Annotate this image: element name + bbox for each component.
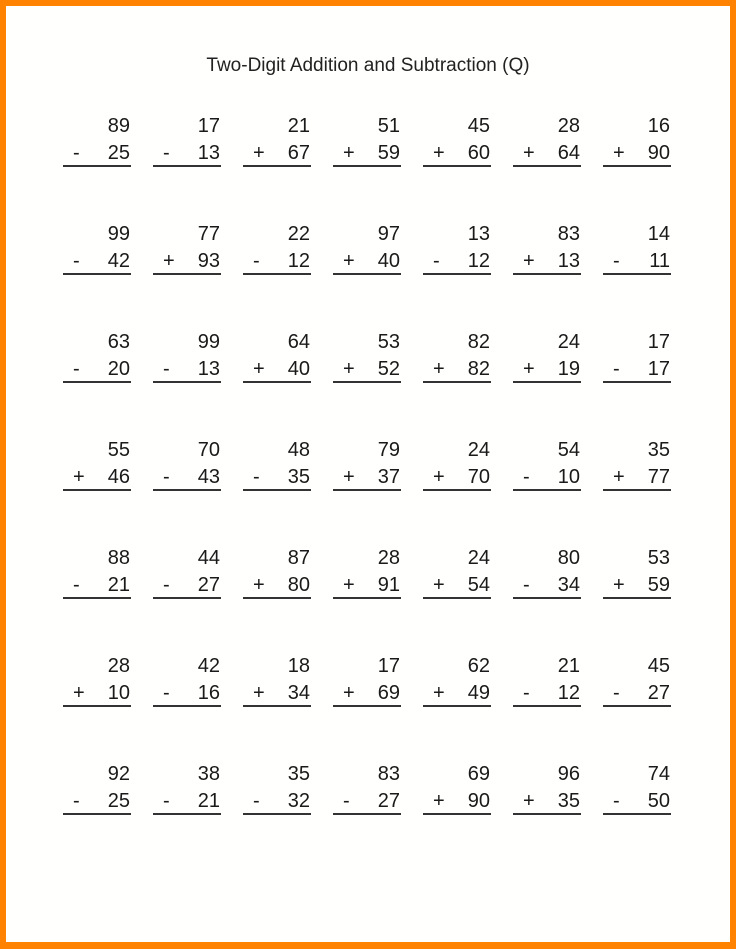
top-operand: 45	[467, 115, 490, 137]
answer-line	[513, 165, 581, 167]
operator-sign: +	[343, 142, 355, 164]
problem	[333, 330, 401, 386]
operator-sign: -	[163, 358, 170, 380]
top-operand: 53	[647, 547, 670, 569]
answer-line	[603, 705, 671, 707]
answer-line	[423, 813, 491, 815]
problem	[603, 330, 671, 386]
bottom-operand: 77	[647, 466, 670, 488]
operator-sign: -	[163, 682, 170, 704]
bottom-operand: 25	[107, 142, 130, 164]
top-operand: 82	[467, 331, 490, 353]
bottom-operand: 32	[287, 790, 310, 812]
top-operand: 44	[197, 547, 220, 569]
bottom-operand: 21	[107, 574, 130, 596]
bottom-operand: 64	[557, 142, 580, 164]
operator-sign: +	[523, 790, 535, 812]
operator-sign: +	[343, 682, 355, 704]
operator-sign: -	[163, 574, 170, 596]
problem	[63, 330, 131, 386]
answer-line	[333, 381, 401, 383]
top-operand: 17	[377, 655, 400, 677]
problem	[153, 438, 221, 494]
problem	[513, 222, 581, 278]
bottom-operand: 49	[467, 682, 490, 704]
problem	[153, 222, 221, 278]
operator-sign: +	[523, 250, 535, 272]
answer-line	[603, 489, 671, 491]
problem	[423, 114, 491, 170]
operator-sign: -	[163, 466, 170, 488]
problem	[333, 222, 401, 278]
operator-sign: -	[523, 466, 530, 488]
bottom-operand: 21	[197, 790, 220, 812]
bottom-operand: 70	[467, 466, 490, 488]
operator-sign: -	[613, 682, 620, 704]
bottom-operand: 13	[557, 250, 580, 272]
bottom-operand: 25	[107, 790, 130, 812]
answer-line	[153, 489, 221, 491]
bottom-operand: 91	[377, 574, 400, 596]
problem	[243, 114, 311, 170]
problem	[423, 654, 491, 710]
operator-sign: -	[253, 250, 260, 272]
problem	[603, 546, 671, 602]
problem	[423, 330, 491, 386]
problem	[243, 654, 311, 710]
top-operand: 80	[557, 547, 580, 569]
answer-line	[153, 273, 221, 275]
answer-line	[153, 813, 221, 815]
bottom-operand: 34	[557, 574, 580, 596]
problem	[153, 654, 221, 710]
problem	[63, 546, 131, 602]
bottom-operand: 13	[197, 142, 220, 164]
bottom-operand: 67	[287, 142, 310, 164]
answer-line	[243, 705, 311, 707]
problem	[63, 762, 131, 818]
bottom-operand: 69	[377, 682, 400, 704]
page-title: Two-Digit Addition and Subtraction (Q)	[206, 55, 530, 76]
operator-sign: +	[343, 574, 355, 596]
bottom-operand: 93	[197, 250, 220, 272]
problem	[603, 654, 671, 710]
problem	[423, 438, 491, 494]
bottom-operand: 52	[377, 358, 400, 380]
top-operand: 35	[287, 763, 310, 785]
operator-sign: +	[613, 466, 625, 488]
operator-sign: -	[163, 142, 170, 164]
bottom-operand: 35	[557, 790, 580, 812]
top-operand: 64	[287, 331, 310, 353]
top-operand: 51	[377, 115, 400, 137]
top-operand: 69	[467, 763, 490, 785]
operator-sign: -	[433, 250, 440, 272]
operator-sign: -	[613, 250, 620, 272]
top-operand: 97	[377, 223, 400, 245]
problem	[603, 222, 671, 278]
answer-line	[153, 597, 221, 599]
top-operand: 21	[557, 655, 580, 677]
top-operand: 35	[647, 439, 670, 461]
answer-line	[63, 165, 131, 167]
bottom-operand: 27	[197, 574, 220, 596]
bottom-operand: 59	[377, 142, 400, 164]
answer-line	[513, 813, 581, 815]
answer-line	[153, 705, 221, 707]
top-operand: 28	[377, 547, 400, 569]
operator-sign: -	[253, 466, 260, 488]
problem	[153, 546, 221, 602]
top-operand: 99	[107, 223, 130, 245]
bottom-operand: 19	[557, 358, 580, 380]
bottom-operand: 90	[647, 142, 670, 164]
answer-line	[603, 381, 671, 383]
problem	[333, 438, 401, 494]
problem	[333, 546, 401, 602]
answer-line	[513, 489, 581, 491]
problem	[243, 222, 311, 278]
operator-sign: +	[253, 358, 265, 380]
problem	[333, 762, 401, 818]
answer-line	[513, 381, 581, 383]
top-operand: 28	[107, 655, 130, 677]
bottom-operand: 40	[287, 358, 310, 380]
top-operand: 45	[647, 655, 670, 677]
operator-sign: +	[613, 142, 625, 164]
bottom-operand: 80	[287, 574, 310, 596]
answer-line	[423, 165, 491, 167]
operator-sign: +	[253, 142, 265, 164]
top-operand: 92	[107, 763, 130, 785]
bottom-operand: 40	[377, 250, 400, 272]
answer-line	[243, 165, 311, 167]
problem	[153, 330, 221, 386]
top-operand: 55	[107, 439, 130, 461]
operator-sign: -	[613, 790, 620, 812]
answer-line	[63, 489, 131, 491]
problem	[513, 330, 581, 386]
top-operand: 63	[107, 331, 130, 353]
operator-sign: +	[343, 358, 355, 380]
problem	[243, 330, 311, 386]
top-operand: 24	[557, 331, 580, 353]
problem	[513, 654, 581, 710]
answer-line	[243, 381, 311, 383]
bottom-operand: 54	[467, 574, 490, 596]
bottom-operand: 27	[377, 790, 400, 812]
bottom-operand: 90	[467, 790, 490, 812]
top-operand: 42	[197, 655, 220, 677]
answer-line	[243, 489, 311, 491]
top-operand: 14	[647, 223, 670, 245]
top-operand: 53	[377, 331, 400, 353]
bottom-operand: 50	[647, 790, 670, 812]
answer-line	[333, 489, 401, 491]
problem	[153, 762, 221, 818]
operator-sign: +	[253, 682, 265, 704]
operator-sign: -	[73, 250, 80, 272]
problem	[513, 546, 581, 602]
problem	[513, 762, 581, 818]
top-operand: 28	[557, 115, 580, 137]
top-operand: 48	[287, 439, 310, 461]
answer-line	[423, 597, 491, 599]
bottom-operand: 42	[107, 250, 130, 272]
operator-sign: -	[163, 790, 170, 812]
answer-line	[153, 165, 221, 167]
operator-sign: -	[73, 790, 80, 812]
problem	[243, 762, 311, 818]
operator-sign: -	[613, 358, 620, 380]
bottom-operand: 27	[647, 682, 670, 704]
bottom-operand: 12	[557, 682, 580, 704]
answer-line	[333, 165, 401, 167]
bottom-operand: 34	[287, 682, 310, 704]
problem	[243, 546, 311, 602]
top-operand: 21	[287, 115, 310, 137]
problem	[333, 654, 401, 710]
problem	[423, 546, 491, 602]
operator-sign: +	[433, 142, 445, 164]
operator-sign: +	[73, 466, 85, 488]
top-operand: 99	[197, 331, 220, 353]
problem	[63, 222, 131, 278]
problem	[423, 222, 491, 278]
top-operand: 54	[557, 439, 580, 461]
answer-line	[333, 273, 401, 275]
operator-sign: +	[523, 142, 535, 164]
top-operand: 88	[107, 547, 130, 569]
operator-sign: +	[433, 790, 445, 812]
operator-sign: +	[73, 682, 85, 704]
problem	[603, 114, 671, 170]
answer-line	[423, 705, 491, 707]
operator-sign: -	[73, 574, 80, 596]
top-operand: 77	[197, 223, 220, 245]
top-operand: 24	[467, 439, 490, 461]
answer-line	[603, 597, 671, 599]
bottom-operand: 35	[287, 466, 310, 488]
answer-line	[423, 273, 491, 275]
bottom-operand: 20	[107, 358, 130, 380]
bottom-operand: 10	[557, 466, 580, 488]
operator-sign: -	[343, 790, 350, 812]
operator-sign: +	[433, 466, 445, 488]
answer-line	[603, 165, 671, 167]
operator-sign: +	[433, 682, 445, 704]
top-operand: 83	[557, 223, 580, 245]
top-operand: 87	[287, 547, 310, 569]
answer-line	[423, 489, 491, 491]
problem	[63, 114, 131, 170]
top-operand: 74	[647, 763, 670, 785]
bottom-operand: 16	[197, 682, 220, 704]
bottom-operand: 60	[467, 142, 490, 164]
answer-line	[63, 597, 131, 599]
top-operand: 79	[377, 439, 400, 461]
operator-sign: +	[523, 358, 535, 380]
bottom-operand: 12	[467, 250, 490, 272]
answer-line	[513, 705, 581, 707]
operator-sign: +	[253, 574, 265, 596]
operator-sign: +	[343, 466, 355, 488]
answer-line	[63, 273, 131, 275]
top-operand: 16	[647, 115, 670, 137]
answer-line	[333, 597, 401, 599]
answer-line	[63, 381, 131, 383]
answer-line	[333, 813, 401, 815]
operator-sign: -	[73, 142, 80, 164]
answer-line	[243, 597, 311, 599]
top-operand: 22	[287, 223, 310, 245]
operator-sign: +	[163, 250, 175, 272]
top-operand: 13	[467, 223, 490, 245]
top-operand: 70	[197, 439, 220, 461]
operator-sign: +	[343, 250, 355, 272]
problem	[603, 762, 671, 818]
operator-sign: -	[523, 682, 530, 704]
top-operand: 38	[197, 763, 220, 785]
problem	[333, 114, 401, 170]
bottom-operand: 59	[647, 574, 670, 596]
operator-sign: +	[433, 574, 445, 596]
answer-line	[153, 381, 221, 383]
operator-sign: -	[523, 574, 530, 596]
answer-line	[513, 597, 581, 599]
answer-line	[513, 273, 581, 275]
bottom-operand: 37	[377, 466, 400, 488]
bottom-operand: 13	[197, 358, 220, 380]
answer-line	[423, 381, 491, 383]
answer-line	[63, 813, 131, 815]
bottom-operand: 17	[647, 358, 670, 380]
problem	[513, 114, 581, 170]
bottom-operand: 46	[107, 466, 130, 488]
problem	[153, 114, 221, 170]
problem	[63, 654, 131, 710]
top-operand: 89	[107, 115, 130, 137]
top-operand: 83	[377, 763, 400, 785]
operator-sign: +	[613, 574, 625, 596]
answer-line	[603, 813, 671, 815]
answer-line	[603, 273, 671, 275]
operator-sign: +	[433, 358, 445, 380]
problem	[603, 438, 671, 494]
answer-line	[63, 705, 131, 707]
problem	[63, 438, 131, 494]
top-operand: 24	[467, 547, 490, 569]
problem	[243, 438, 311, 494]
operator-sign: -	[73, 358, 80, 380]
answer-line	[243, 273, 311, 275]
top-operand: 17	[197, 115, 220, 137]
bottom-operand: 43	[197, 466, 220, 488]
bottom-operand: 12	[287, 250, 310, 272]
top-operand: 18	[287, 655, 310, 677]
top-operand: 17	[647, 331, 670, 353]
answer-line	[333, 705, 401, 707]
problem	[513, 438, 581, 494]
bottom-operand: 82	[467, 358, 490, 380]
bottom-operand: 11	[649, 250, 670, 272]
bottom-operand: 10	[107, 682, 130, 704]
top-operand: 62	[467, 655, 490, 677]
top-operand: 96	[557, 763, 580, 785]
problem	[423, 762, 491, 818]
answer-line	[243, 813, 311, 815]
operator-sign: -	[253, 790, 260, 812]
